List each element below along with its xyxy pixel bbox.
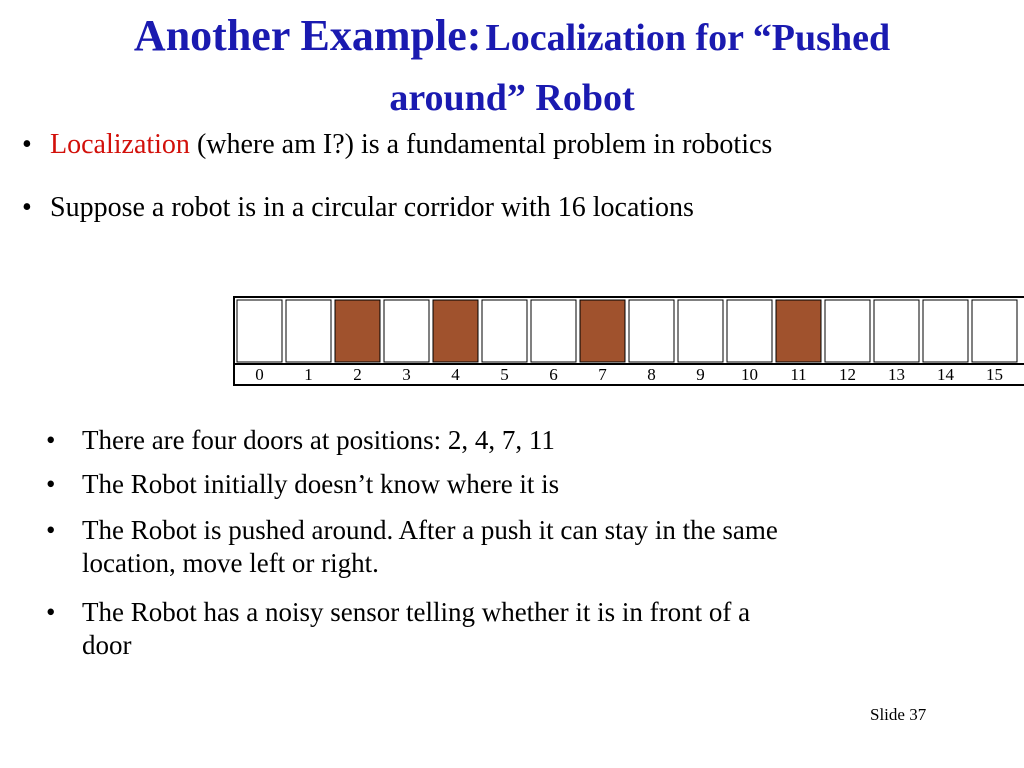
corridor-label: 10 bbox=[741, 365, 758, 384]
corridor-cell-door bbox=[433, 300, 478, 362]
corridor-label: 15 bbox=[986, 365, 1003, 384]
corridor-label: 8 bbox=[647, 365, 656, 384]
corridor-label: 13 bbox=[888, 365, 905, 384]
bullet-dot: • bbox=[46, 515, 56, 545]
slide-number: Slide 37 bbox=[870, 705, 927, 724]
bullet-text-line1: The Robot has a noisy sensor telling whether it is in front of a bbox=[82, 597, 751, 627]
corridor-label: 7 bbox=[598, 365, 607, 384]
bullet-rest: (where am I?) is a fundamental problem in robotics bbox=[189, 129, 773, 160]
bullet-dot: • bbox=[22, 192, 32, 223]
bullet-text: Suppose a robot is in a circular corridor with 16 locations bbox=[50, 192, 694, 223]
bullet-localization bbox=[22, 128, 1012, 162]
corridor-label: 9 bbox=[696, 365, 705, 384]
bullet-dot: • bbox=[46, 469, 56, 499]
corridor-label: 12 bbox=[839, 365, 856, 384]
corridor-diagram bbox=[233, 296, 1024, 386]
corridor-label: 14 bbox=[937, 365, 954, 384]
corridor-cell-door bbox=[776, 300, 821, 362]
corridor-cell bbox=[874, 300, 919, 362]
highlight-term: Localization bbox=[50, 129, 190, 160]
corridor-cell bbox=[678, 300, 723, 362]
corridor-cell-door bbox=[335, 300, 380, 362]
corridor-cell bbox=[825, 300, 870, 362]
corridor-cell bbox=[384, 300, 429, 362]
bullet-pushed bbox=[46, 514, 1006, 580]
corridor-cell bbox=[972, 300, 1017, 362]
title-line-1 bbox=[0, 10, 1024, 72]
corridor-svg bbox=[235, 298, 1024, 384]
bullet-corridor bbox=[22, 191, 1012, 225]
corridor-cell bbox=[629, 300, 674, 362]
bullet-text: There are four doors at positions: 2, 4, 7, 11 bbox=[82, 425, 555, 455]
corridor-label: 11 bbox=[790, 365, 807, 384]
corridor-cell bbox=[727, 300, 772, 362]
bullet-text bbox=[22, 128, 1012, 162]
corridor-label: 0 bbox=[255, 365, 264, 384]
bullet-dot: • bbox=[46, 597, 56, 627]
corridor-cell bbox=[237, 300, 282, 362]
bullet-text: The Robot initially doesn’t know where it is bbox=[82, 469, 560, 499]
bullet-text-line2: door bbox=[82, 630, 132, 660]
corridor-cell-door bbox=[580, 300, 625, 362]
bullet-text-line1: The Robot is pushed around. After a push it can stay in the same bbox=[82, 515, 778, 545]
bullet-sensor bbox=[46, 596, 1006, 662]
title-main: Another Example: bbox=[133, 11, 482, 60]
corridor-label: 1 bbox=[304, 365, 313, 384]
corridor-label: 4 bbox=[451, 365, 460, 384]
bullet-dot: • bbox=[46, 425, 56, 455]
title-sub-1: Localization for “Pushed bbox=[485, 17, 891, 59]
corridor-label: 5 bbox=[500, 365, 509, 384]
bullet-dot: • bbox=[22, 129, 32, 160]
corridor-cell bbox=[923, 300, 968, 362]
corridor-label: 6 bbox=[549, 365, 558, 384]
slide-title bbox=[0, 10, 1024, 124]
corridor-cell bbox=[286, 300, 331, 362]
bullet-text-line2: location, move left or right. bbox=[82, 548, 379, 578]
bullet-unknown bbox=[46, 468, 1006, 501]
corridor-label: 3 bbox=[402, 365, 411, 384]
corridor-cell bbox=[482, 300, 527, 362]
corridor-label: 2 bbox=[353, 365, 362, 384]
title-sub-2: around” Robot bbox=[389, 77, 635, 119]
corridor-cell bbox=[531, 300, 576, 362]
bullet-doors bbox=[46, 424, 1006, 457]
